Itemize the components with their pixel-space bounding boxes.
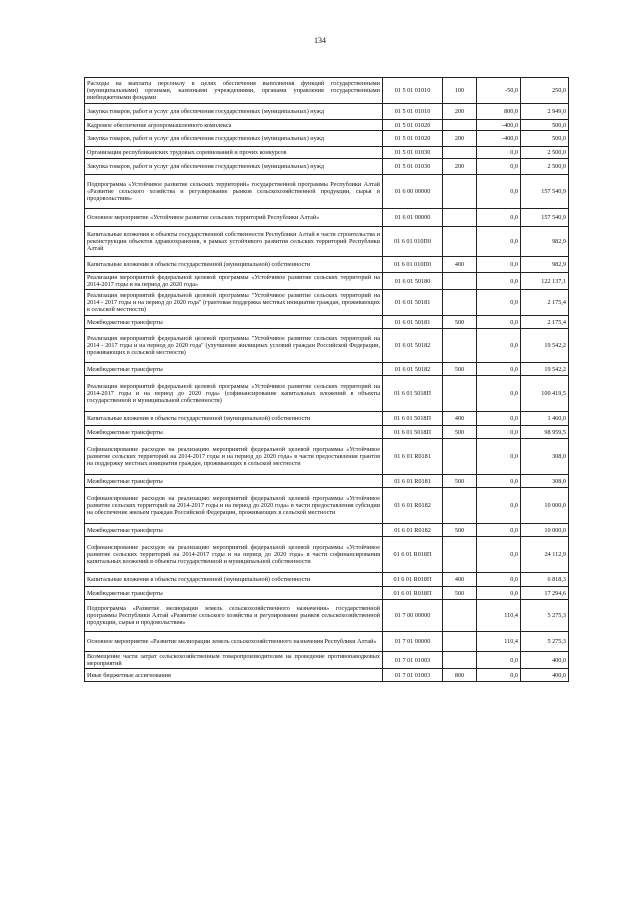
- table-row: [85, 147, 569, 159]
- row-expense-type-cell: 400: [443, 412, 477, 426]
- row-code-cell: 01 6 01 010П0: [383, 227, 443, 257]
- row-change-cell: 0,0: [477, 209, 521, 227]
- row-total-cell: 2 500,0: [521, 159, 569, 175]
- row-change-cell: 0,0: [477, 316, 521, 329]
- row-change-cell: 0,0: [477, 524, 521, 537]
- row-expense-type-cell: 500: [443, 316, 477, 329]
- table-row: [85, 257, 569, 273]
- row-total-cell: 2 175,4: [521, 316, 569, 329]
- row-name-cell: Капитальные вложения в объекты государственной (муниципальной) собственности: [85, 257, 383, 273]
- row-name-cell: Организация республиканских трудовых соревнований и прочих конкурсов: [85, 147, 383, 159]
- table-row: [85, 669, 569, 682]
- table-row: [85, 426, 569, 439]
- row-total-cell: 24 112,9: [521, 537, 569, 573]
- row-expense-type-cell: 400: [443, 573, 477, 587]
- table-row: [85, 632, 569, 652]
- row-code-cell: 01 6 01 50181: [383, 290, 443, 316]
- row-change-cell: 110,4: [477, 632, 521, 652]
- table-row: [85, 159, 569, 175]
- row-code-cell: 01 6 01 R0181: [383, 475, 443, 488]
- row-total-cell: 982,9: [521, 257, 569, 273]
- row-total-cell: 6 818,3: [521, 573, 569, 587]
- page-number: 134: [314, 36, 326, 45]
- row-expense-type-cell: [443, 488, 477, 524]
- row-total-cell: 308,0: [521, 439, 569, 475]
- row-change-cell: 800,0: [477, 104, 521, 120]
- table-row: [85, 363, 569, 376]
- table-row: [85, 587, 569, 600]
- row-expense-type-cell: [443, 537, 477, 573]
- row-change-cell: 0,0: [477, 363, 521, 376]
- row-code-cell: 01 6 00 00000: [383, 175, 443, 209]
- row-change-cell: 0,0: [477, 573, 521, 587]
- row-total-cell: 19 542,2: [521, 363, 569, 376]
- row-code-cell: 01 6 01 5018П: [383, 426, 443, 439]
- table-row: [85, 537, 569, 573]
- table-row: [85, 524, 569, 537]
- row-code-cell: 01 6 01 00000: [383, 209, 443, 227]
- row-expense-type-cell: 500: [443, 363, 477, 376]
- row-name-cell: Капитальные вложения в объекты государственной собственности Республики Алтай в части строительства и реконструкции объектов здравоохранения, в рамках устойчивого развития сельских территорий Республики Алтай: [85, 227, 383, 257]
- row-name-cell: Капитальные вложения в объекты государственной (муниципальной) собственности: [85, 573, 383, 587]
- row-total-cell: 1 460,0: [521, 412, 569, 426]
- row-code-cell: 01 6 01 R0181: [383, 439, 443, 475]
- row-code-cell: 01 6 01 50182: [383, 363, 443, 376]
- table-row: [85, 488, 569, 524]
- row-name-cell: Возмещение части затрат сельскохозяйственным товаропроизводителям на проведение противопаводковых мероприятий: [85, 652, 383, 669]
- table-row: [85, 290, 569, 316]
- table-row: [85, 439, 569, 475]
- table-row: [85, 104, 569, 120]
- row-expense-type-cell: 200: [443, 159, 477, 175]
- row-name-cell: Основное мероприятие «Устойчивое развитие сельских территорий Республики Алтай»: [85, 209, 383, 227]
- row-code-cell: 01 6 01 010П0: [383, 257, 443, 273]
- row-name-cell: Реализация мероприятий федеральной целевой программы «Устойчивое развитие сельских территорий на 2014-2017 годы и на период до 2020 года» (софинансирование капитальных вложений в объекты государственной и муниципальной собственности): [85, 376, 383, 412]
- row-expense-type-cell: 500: [443, 524, 477, 537]
- row-name-cell: Софинансирование расходов на реализацию мероприятий федеральной целевой программы «Устойчивое развитие сельских территорий на 2014-2017 годы и на период до 2020 года» в части предоставления грантов на поддержку местных инициатив граждан, проживающих в сельской местности: [85, 439, 383, 475]
- row-code-cell: 01 5 01 01010: [383, 78, 443, 104]
- row-name-cell: Софинансирование расходов на реализацию мероприятий федеральной целевой программы «Устойчивое развитие сельских территорий на 2014-2017 годы и на период до 2020 года» в части предоставления субсидии на обеспечение жильем граждан Российской Федерации, проживающих в сельской местности: [85, 488, 383, 524]
- row-code-cell: 01 6 01 50181: [383, 316, 443, 329]
- row-name-cell: Межбюджетные трансферты: [85, 475, 383, 488]
- row-total-cell: 2 500,0: [521, 147, 569, 159]
- row-expense-type-cell: [443, 120, 477, 131]
- row-change-cell: 0,0: [477, 652, 521, 669]
- row-total-cell: 308,0: [521, 475, 569, 488]
- row-name-cell: Закупка товаров, работ и услуг для обеспечения государственных (муниципальных) нужд: [85, 104, 383, 120]
- row-total-cell: 5 275,3: [521, 632, 569, 652]
- row-total-cell: 17 294,6: [521, 587, 569, 600]
- row-total-cell: 400,0: [521, 652, 569, 669]
- row-total-cell: 250,0: [521, 78, 569, 104]
- row-expense-type-cell: [443, 376, 477, 412]
- row-expense-type-cell: 200: [443, 131, 477, 147]
- row-change-cell: 0,0: [477, 329, 521, 363]
- row-total-cell: 157 540,9: [521, 209, 569, 227]
- row-code-cell: 01 6 01 50180: [383, 273, 443, 290]
- table-row: [85, 227, 569, 257]
- row-total-cell: 5 275,3: [521, 600, 569, 632]
- row-total-cell: 98 959,5: [521, 426, 569, 439]
- row-expense-type-cell: [443, 273, 477, 290]
- table-row: [85, 475, 569, 488]
- row-code-cell: 01 6 01 R018П: [383, 537, 443, 573]
- row-change-cell: 110,4: [477, 600, 521, 632]
- row-code-cell: 01 6 01 50182: [383, 329, 443, 363]
- row-expense-type-cell: 200: [443, 104, 477, 120]
- table-row: [85, 573, 569, 587]
- row-total-cell: 157 540,9: [521, 175, 569, 209]
- row-name-cell: Расходы на выплаты персоналу в целях обеспечения выполнения функций государственными (муниципальными) органами, казенными учреждениями, органами управления государственными внебюджетными фондами: [85, 78, 383, 104]
- row-name-cell: Софинансирование расходов на реализацию мероприятий федеральной целевой программы «Устойчивое развитие сельских территорий на 2014-2017 годы и на период до 2020 года» в части софинансирования капитальных вложений в объекты государственной и муниципальной собственности: [85, 537, 383, 573]
- row-name-cell: Межбюджетные трансферты: [85, 587, 383, 600]
- row-expense-type-cell: [443, 209, 477, 227]
- row-total-cell: 500,0: [521, 131, 569, 147]
- row-name-cell: Подпрограмма «Устойчивое развитие сельских территорий» государственной программы Республики Алтай «Развитие сельского хозяйства и регулирование рынков сельскохозяйственной продукции, сырья и продовольствия»: [85, 175, 383, 209]
- row-expense-type-cell: 400: [443, 257, 477, 273]
- row-name-cell: Закупка товаров, работ и услуг для обеспечения государственных (муниципальных) нужд: [85, 131, 383, 147]
- row-change-cell: -400,0: [477, 120, 521, 131]
- row-name-cell: Основное мероприятие «Развитие мелиорации земель сельскохозяйственного назначения Республики Алтай»: [85, 632, 383, 652]
- row-change-cell: 0,0: [477, 227, 521, 257]
- row-change-cell: 0,0: [477, 376, 521, 412]
- row-total-cell: 400,0: [521, 669, 569, 682]
- row-code-cell: 01 7 00 00000: [383, 600, 443, 632]
- row-total-cell: 10 000,0: [521, 524, 569, 537]
- row-name-cell: Закупка товаров, работ и услуг для обеспечения государственных (муниципальных) нужд: [85, 159, 383, 175]
- row-total-cell: 19 542,2: [521, 329, 569, 363]
- table-row: [85, 78, 569, 104]
- row-name-cell: Реализация мероприятий федеральной целевой программы "Устойчивое развитие сельских территорий на 2014 - 2017 годы и на период до 2020 года" (грантовая поддержка местных инициатив граждан, проживающих в сельской местности): [85, 290, 383, 316]
- row-total-cell: 982,9: [521, 227, 569, 257]
- row-name-cell: Кадровое обеспечение агропромышленного комплекса: [85, 120, 383, 131]
- row-change-cell: 0,0: [477, 537, 521, 573]
- row-expense-type-cell: [443, 632, 477, 652]
- row-expense-type-cell: [443, 652, 477, 669]
- row-expense-type-cell: [443, 227, 477, 257]
- row-name-cell: Капитальные вложения в объекты государственной (муниципальной) собственности: [85, 412, 383, 426]
- row-code-cell: 01 5 01 01010: [383, 104, 443, 120]
- row-total-cell: 100 419,5: [521, 376, 569, 412]
- row-change-cell: 0,0: [477, 426, 521, 439]
- row-name-cell: Межбюджетные трансферты: [85, 426, 383, 439]
- row-change-cell: 0,0: [477, 412, 521, 426]
- table-row: [85, 600, 569, 632]
- row-code-cell: 01 7 01 00000: [383, 632, 443, 652]
- row-expense-type-cell: 500: [443, 587, 477, 600]
- row-expense-type-cell: [443, 329, 477, 363]
- row-change-cell: 0,0: [477, 257, 521, 273]
- row-change-cell: 0,0: [477, 475, 521, 488]
- table-row: [85, 376, 569, 412]
- row-total-cell: 122 137,1: [521, 273, 569, 290]
- row-expense-type-cell: 500: [443, 426, 477, 439]
- table-row: [85, 175, 569, 209]
- table-row: [85, 652, 569, 669]
- budget-table: [84, 77, 569, 682]
- row-change-cell: 0,0: [477, 159, 521, 175]
- row-change-cell: 0,0: [477, 488, 521, 524]
- row-expense-type-cell: [443, 175, 477, 209]
- row-change-cell: 0,0: [477, 175, 521, 209]
- table-row: [85, 329, 569, 363]
- row-total-cell: 10 000,0: [521, 488, 569, 524]
- row-code-cell: 01 6 01 R018П: [383, 573, 443, 587]
- row-change-cell: 0,0: [477, 669, 521, 682]
- row-code-cell: 01 6 01 5018П: [383, 376, 443, 412]
- table-row: [85, 273, 569, 290]
- row-name-cell: Иные бюджетные ассигнования: [85, 669, 383, 682]
- row-change-cell: -400,0: [477, 131, 521, 147]
- row-total-cell: 500,0: [521, 120, 569, 131]
- row-total-cell: 2 175,4: [521, 290, 569, 316]
- row-name-cell: Межбюджетные трансферты: [85, 316, 383, 329]
- row-code-cell: 01 5 01 01020: [383, 131, 443, 147]
- table-row: [85, 131, 569, 147]
- row-change-cell: 0,0: [477, 290, 521, 316]
- row-name-cell: Реализация мероприятий федеральной целевой программы «Устойчивое развитие сельских территорий на 2014-2017 годы и на период до 2020 года»: [85, 273, 383, 290]
- table-row: [85, 316, 569, 329]
- row-name-cell: Межбюджетные трансферты: [85, 363, 383, 376]
- row-code-cell: 01 5 01 01030: [383, 147, 443, 159]
- row-change-cell: 0,0: [477, 147, 521, 159]
- row-code-cell: 01 6 01 R0182: [383, 488, 443, 524]
- row-expense-type-cell: [443, 147, 477, 159]
- row-code-cell: 01 6 01 5018П: [383, 412, 443, 426]
- row-change-cell: -50,0: [477, 78, 521, 104]
- row-code-cell: 01 5 01 01020: [383, 120, 443, 131]
- row-expense-type-cell: [443, 600, 477, 632]
- row-code-cell: 01 6 01 R018П: [383, 587, 443, 600]
- row-expense-type-cell: 800: [443, 669, 477, 682]
- row-change-cell: 0,0: [477, 587, 521, 600]
- table-row: [85, 209, 569, 227]
- row-expense-type-cell: [443, 439, 477, 475]
- row-code-cell: 01 7 01 01003: [383, 652, 443, 669]
- row-change-cell: 0,0: [477, 439, 521, 475]
- row-expense-type-cell: 100: [443, 78, 477, 104]
- row-code-cell: 01 5 01 01030: [383, 159, 443, 175]
- row-code-cell: 01 6 01 R0182: [383, 524, 443, 537]
- row-total-cell: 2 949,0: [521, 104, 569, 120]
- row-expense-type-cell: 500: [443, 475, 477, 488]
- table-row: [85, 120, 569, 131]
- row-expense-type-cell: [443, 290, 477, 316]
- row-code-cell: 01 7 01 01003: [383, 669, 443, 682]
- row-name-cell: Подпрограмма «Развитие мелиорации земель сельскохозяйственного назначения» государственной программы Республики Алтай «Развитие сельского хозяйства и регулирование рынков сельскохозяйственной продукции, сырья и продовольствия»: [85, 600, 383, 632]
- row-name-cell: Межбюджетные трансферты: [85, 524, 383, 537]
- row-change-cell: 0,0: [477, 273, 521, 290]
- row-name-cell: Реализация мероприятий федеральной целевой программы "Устойчивое развитие сельских территорий на 2014 - 2017 годы и на период до 2020 года" (улучшение жилищных условий граждан Российской Федерации, проживающих в сельской местности): [85, 329, 383, 363]
- table-row: [85, 412, 569, 426]
